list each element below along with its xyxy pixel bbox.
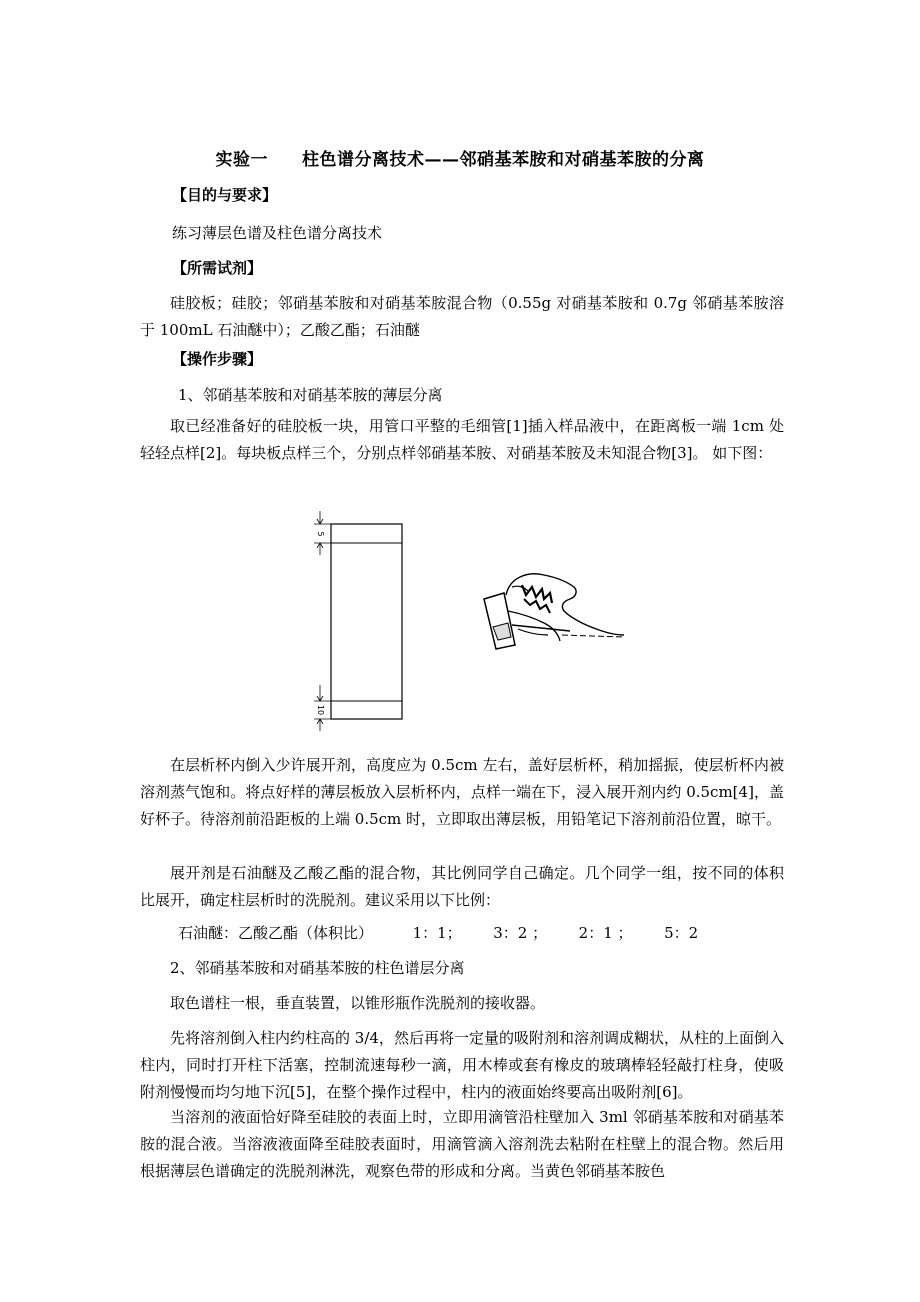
reagents-text: 硅胶板；硅胶；邻硝基苯胺和对硝基苯胺混合物（0.55g 对硝基苯胺和 0.7g 邻硝基苯胺溶于 100mL 石油醚中）；乙酸乙酯；石油醚 — [140, 294, 784, 339]
ratio-1: 1：1； — [412, 924, 462, 942]
document-title — [0, 145, 920, 170]
develop-paragraph: 在层析杯内倒入少许展开剂，高度应为 0.5cm 左右，盖好层析杯，稍加摇振，使层析杯内被溶剂蒸气饱和。将点好样的薄层板放入层析杯内，点样一端在下，浸入展开剂内约 0.5cm[4]，盖好杯子。待溶剂前沿距板的上端 0.5cm 时，立即取出薄层板，用铅笔记下溶剂前沿位置，晾干。 — [140, 756, 784, 828]
purpose-heading: 【目的与要求】 — [172, 186, 278, 204]
plate-outline — [331, 524, 402, 719]
step2-paragraph-3: 当溶剂的液面恰好降至硅胶的表面上时，立即用滴管沿柱壁加入 3ml 邻硝基苯胺和对硝基苯胺的混合液。当溶液液面降至硅胶表面时，用滴管滴入溶剂洗去粘附在柱壁上的混合物。然后用根据薄层色谱确定的洗脱剂淋洗，观察色带的形成和分离。当黄色邻硝基苯胺色 — [140, 1108, 784, 1180]
title-main: 柱色谱分离技术——邻硝基苯胺和对硝基苯胺的分离 — [302, 150, 705, 170]
small-plate — [484, 593, 515, 649]
step2-paragraph-2: 先将溶剂倒入柱内约柱高的 3/4，然后再将一定量的吸附剂和溶剂调成糊状，从柱的上面倒入柱内，同时打开柱下活塞，控制流速每秒一滴，用木棒或套有橡皮的玻璃棒轻轻敲打柱身，使吸附剂慢慢而均匀地下沉[5]，在整个操作过程中，柱内的液面始终要高出吸附剂[6]。 — [140, 1029, 784, 1101]
ratio-2: 3：2 ； — [493, 924, 548, 942]
bottom-dimension-label: 10 — [316, 704, 325, 716]
step1-title: 1、邻硝基苯胺和对硝基苯胺的薄层分离 — [178, 386, 443, 404]
step2-title: 2、邻硝基苯胺和对硝基苯胺的柱色谱层分离 — [170, 959, 465, 977]
ratio-3: 2：1 ； — [578, 924, 633, 942]
steps-heading: 【操作步骤】 — [172, 350, 263, 368]
purpose-text: 练习薄层色谱及柱色谱分离技术 — [172, 224, 383, 242]
tlc-plate-figure — [300, 505, 420, 735]
solvent-paragraph: 展开剂是石油醚及乙酸乙酯的混合物，其比例同学自己确定。几个同学一组，按不同的体积比展开，确定柱层析时的洗脱剂。建议采用以下比例： — [140, 864, 784, 909]
ratio-4: 5：2 — [664, 924, 699, 942]
hand-spotting-illustration — [478, 565, 628, 655]
ratio-label: 石油醚：乙酸乙酯（体积比） — [178, 924, 374, 942]
title-experiment-number: 实验一 — [215, 150, 268, 170]
step1-paragraph: 取已经准备好的硅胶板一块，用管口平整的毛细管[1]插入样品液中，在距离板一端 1cm 处轻轻点样[2]。每块板点样三个，分别点样邻硝基苯胺、对硝基苯胺及未知混合物[3]。 如下图： — [140, 417, 784, 462]
top-dimension-label: 5 — [316, 531, 325, 537]
ratio-row — [178, 920, 698, 946]
step2-paragraph-1: 取色谱柱一根，垂直装置，以锥形瓶作洗脱剂的接收器。 — [170, 994, 546, 1012]
reagents-heading: 【所需试剂】 — [172, 259, 263, 277]
